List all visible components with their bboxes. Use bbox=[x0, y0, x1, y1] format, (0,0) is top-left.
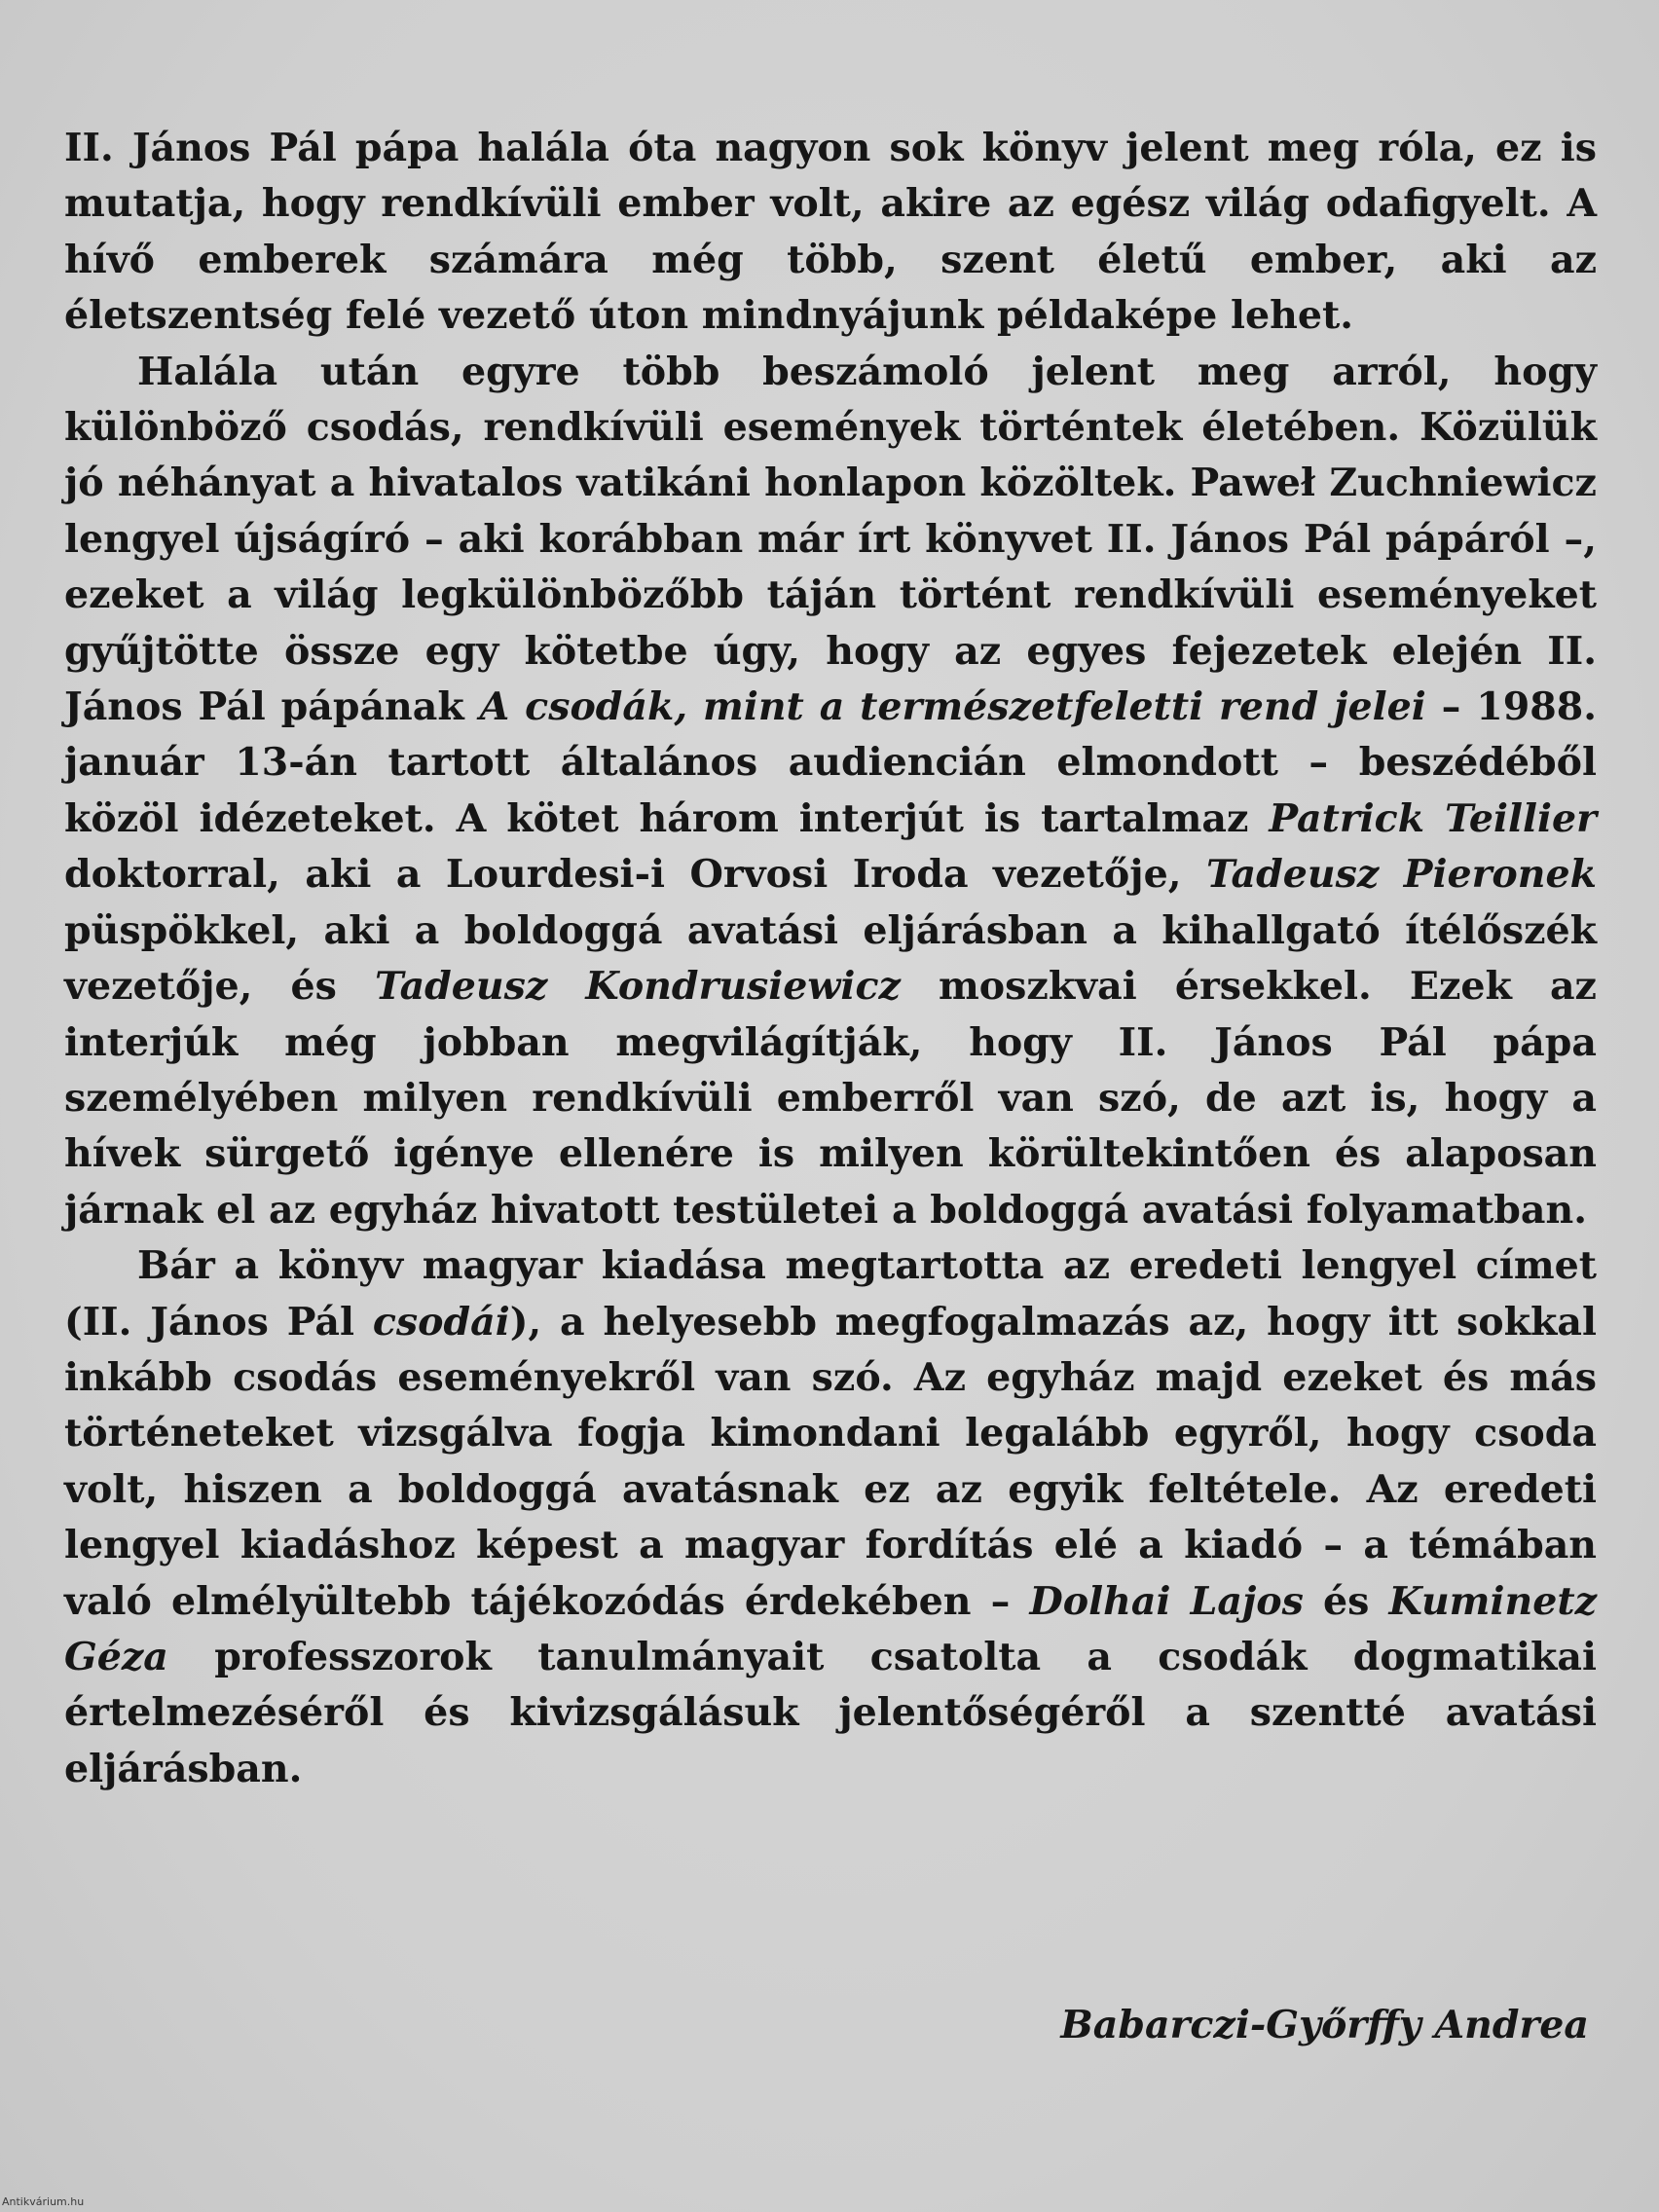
italic-text: Dolhai Lajos bbox=[1029, 1578, 1304, 1624]
italic-text: Tadeusz Kondrusiewicz bbox=[374, 964, 901, 1010]
text-segment: II. János Pál pápa halála óta nagyon sok könyv jelent meg róla, ez is mutatja, hogy rendkívüli ember volt, akire az egész világ odafigyelt. A hívő emberek számára még több, szent életű ember, aki az életszentség felé vezető úton mindnyájunk példaképe lehet. bbox=[64, 126, 1597, 339]
body-text bbox=[64, 121, 1597, 1797]
italic-text: Kuminetz Géza bbox=[64, 1578, 1598, 1679]
italic-text: A csodák, mint a természetfeletti rend jelei bbox=[479, 684, 1426, 730]
text-segment: moszkvai érsekkel. Ezek az interjúk még jobban megvilágítják, hogy II. János Pál pápa személyében milyen rendkívüli emberről van szó, de azt is, hogy a hívek sürgető igénye ellenére is milyen körültekintően és alaposan járnak el az egyház hivatott testületei a boldoggá avatási folyamatban. bbox=[64, 964, 1597, 1233]
paragraph-2 bbox=[64, 345, 1597, 1239]
text-segment: és bbox=[1303, 1578, 1389, 1624]
italic-text: csodái bbox=[372, 1299, 510, 1345]
text-segment: professzorok tanulmányait csatolta a csodák dogmatikai értelmezéséről és kivizsgálásuk jelentőségéről a szentté avatási eljárásban. bbox=[64, 1634, 1597, 1791]
text-segment: püspökkel, aki a boldoggá avatási eljárásban a kihallgató ítélőszék vezetője, és bbox=[64, 907, 1597, 1010]
text-segment: Halála után egyre több beszámoló jelent meg arról, hogy különböző csodás, rendkívüli események történtek életében. Közülük jó néhányat a hivatalos vatikáni honlapon közöltek. Paweł Zuchniewicz lengyel újságíró – aki korábban már írt könyvet II. János Pál pápáról –, ezeket a világ legkülönbözőbb táján történt rendkívüli eseményeket gyűjtötte össze egy kötetbe úgy, hogy az egyes fejezetek elején II. János Pál pápának bbox=[64, 349, 1597, 730]
text-segment: Bár a könyv magyar kiadása megtartotta az eredeti lengyel címet (II. János Pál bbox=[64, 1243, 1597, 1345]
paragraph-3 bbox=[64, 1238, 1597, 1797]
author-signature: Babarczi-Győrffy Andrea bbox=[1060, 2003, 1589, 2047]
italic-text: Patrick Teillier bbox=[1269, 795, 1597, 841]
text-segment: ), a helyesebb megfogalmazás az, hogy itt sokkal inkább csodás eseményekről van szó. Az egyház majd ezeket és más történeteket vizsgálva fogja kimondani legalább egyről, hogy csoda volt, hiszen a boldoggá avatásnak ez az egyik feltétele. Az eredeti lengyel kiadáshoz képest a magyar fordítás elé a kiadó – a témában való elmélyültebb tájékozódás érdekében – bbox=[64, 1299, 1597, 1624]
paragraph-1 bbox=[64, 121, 1597, 345]
text-segment: – 1988. január 13-án tartott általános audiencián elmondott – beszédéből közöl idézeteket. A kötet három interjút is tartalmaz bbox=[64, 684, 1597, 841]
italic-text: Tadeusz Pieronek bbox=[1205, 852, 1597, 898]
watermark: Antikvárium.hu bbox=[2, 2195, 85, 2208]
text-segment: doktorral, aki a Lourdesi-i Orvosi Iroda vezetője, bbox=[64, 852, 1206, 898]
